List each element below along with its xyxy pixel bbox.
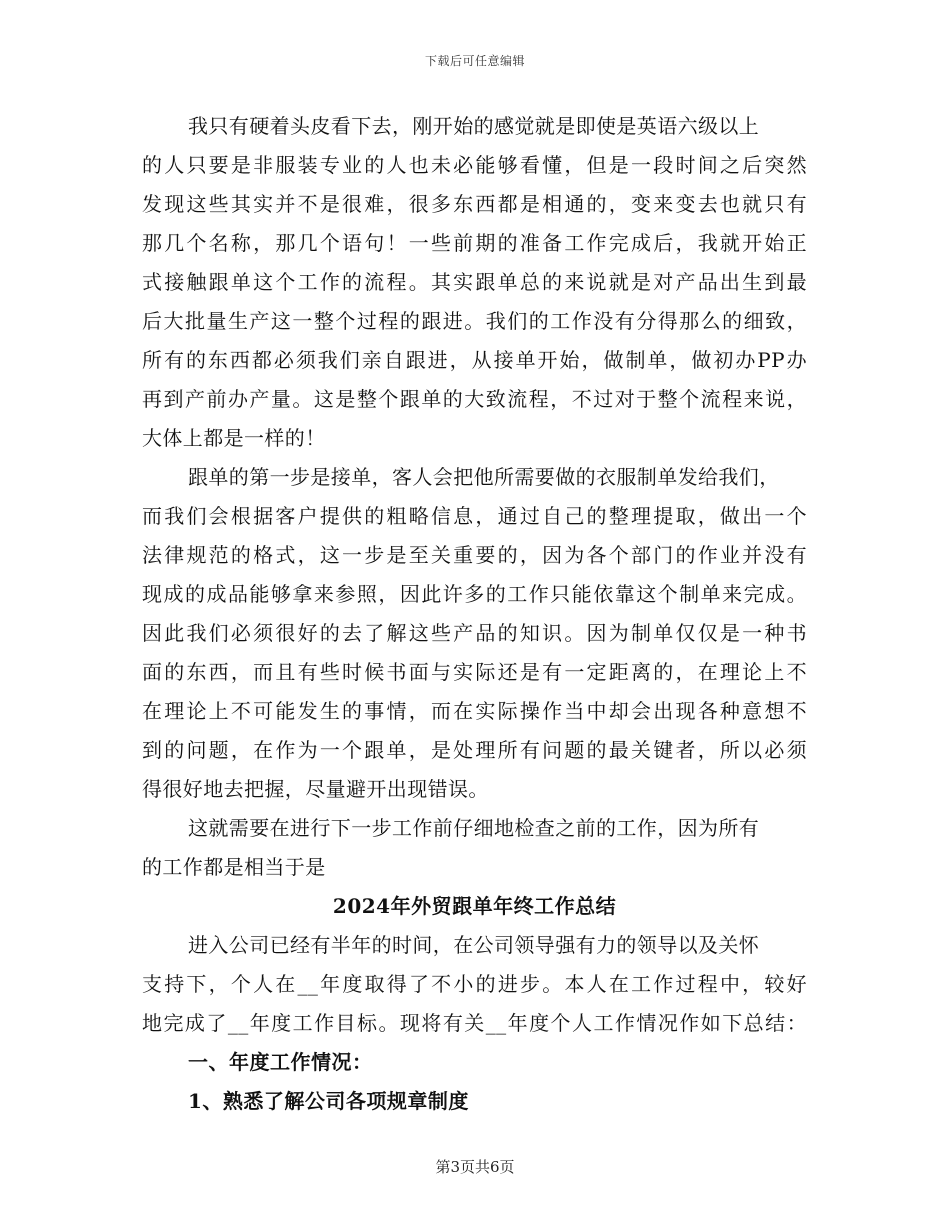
paragraph (142, 458, 807, 809)
text-line: 而我们会根据客户提供的粗略信息，通过自己的整理提取，做出一个 (142, 504, 807, 528)
text-line: 那几个名称，那几个语句！一些前期的准备工作完成后，我就开始正 (142, 231, 807, 255)
intro-paragraph (142, 926, 807, 1043)
text-line: 发现这些其实并不是很难，很多东西都是相通的，变来变去也就只有 (142, 192, 807, 216)
page-header: 下载后可任意编辑 (424, 54, 525, 68)
text-line: 的人只要是非服装专业的人也未必能够看懂，但是一段时间之后突然 (142, 153, 807, 177)
paragraph (142, 107, 807, 458)
text-line: 的工作都是相当于是 (142, 855, 326, 879)
page-number: 第3页共6页 (435, 1158, 515, 1176)
section-heading: 一、年度工作情况： (188, 1050, 373, 1074)
text-line: 法律规范的格式，这一步是至关重要的，因为各个部门的作业并没有 (142, 543, 807, 567)
paragraph (142, 809, 807, 887)
document-title: 2024年外贸跟单年终工作总结 (332, 894, 617, 918)
text-line: 面的东西，而且有些时候书面与实际还是有一定距离的，在理论上不 (142, 660, 807, 684)
subsection-heading: 1、熟悉了解公司各项规章制度 (188, 1089, 469, 1113)
text-line: 跟单的第一步是接单，客人会把他所需要做的衣服制单发给我们， (188, 465, 780, 489)
text-line: 再到产前办产量。这是整个跟单的大致流程，不过对于整个流程来说， (142, 387, 807, 411)
text-line: 得很好地去把握，尽量避开出现错误。 (142, 777, 489, 801)
text-line: 式接触跟单这个工作的流程。其实跟单总的来说就是对产品出生到最 (142, 270, 807, 294)
text-line: 现成的成品能够拿来参照，因此许多的工作只能依靠这个制单来完成。 (142, 582, 807, 606)
text-line: 在理论上不可能发生的事情，而在实际操作当中却会出现各种意想不 (142, 699, 807, 723)
text-line: 所有的东西都必须我们亲自跟进，从接单开始，做制单，做初办PP办 (142, 348, 807, 372)
document-body (142, 107, 807, 1121)
text-line: 地完成了__年度工作目标。现将有关__年度个人工作情况作如下总结： (142, 1011, 807, 1035)
text-line: 这就需要在进行下一步工作前仔细地检查之前的工作，因为所有 (188, 816, 760, 840)
text-line: 后大批量生产这一整个过程的跟进。我们的工作没有分得那么的细致， (142, 309, 807, 333)
text-line: 我只有硬着头皮看下去，刚开始的感觉就是即使是英语六级以上 (188, 114, 760, 138)
text-line: 进入公司已经有半年的时间，在公司领导强有力的领导以及关怀 (188, 933, 760, 957)
text-line: 到的问题，在作为一个跟单，是处理所有问题的最关键者，所以必须 (142, 738, 807, 762)
text-line: 大体上都是一样的！ (142, 426, 326, 450)
text-line: 因此我们必须很好的去了解这些产品的知识。因为制单仅仅是一种书 (142, 621, 807, 645)
text-line: 支持下，个人在__年度取得了不小的进步。本人在工作过程中，较好 (142, 972, 807, 996)
